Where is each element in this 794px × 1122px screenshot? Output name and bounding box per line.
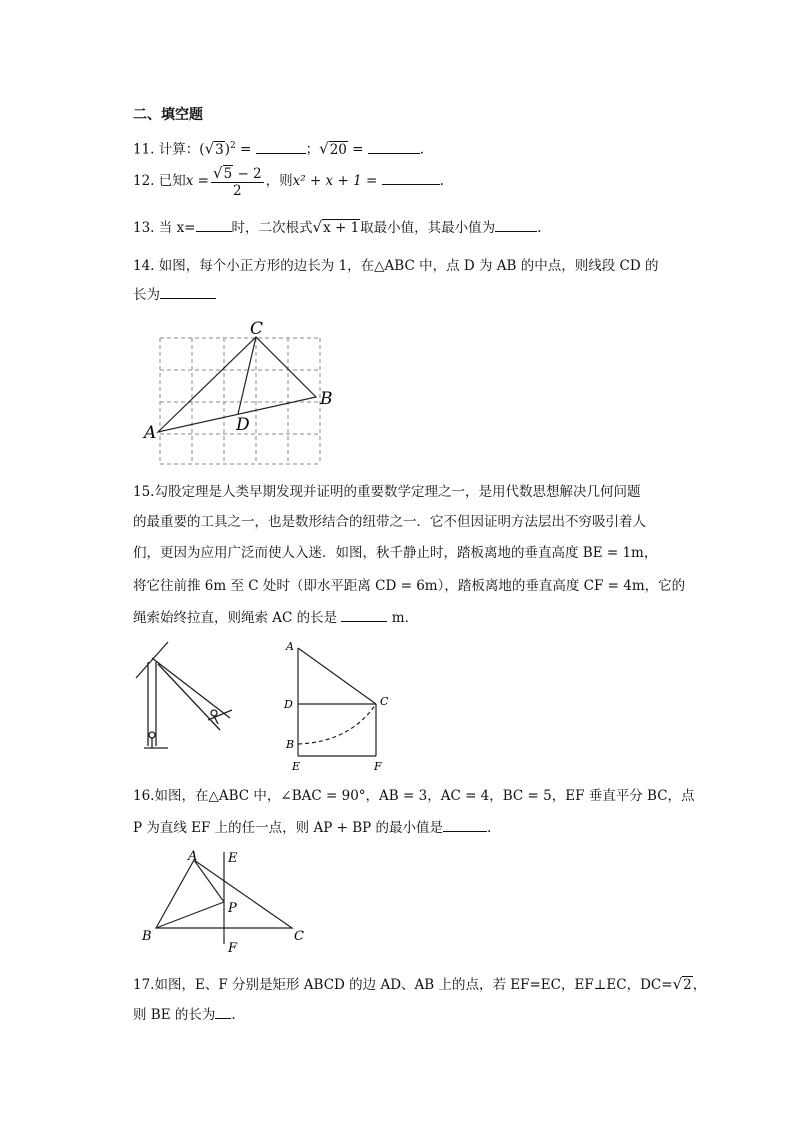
- swing-geometry-figure: [280, 636, 400, 772]
- answer-blank[interactable]: [256, 139, 306, 154]
- question-16-line1: 16.如图，在△ABC 中，∠BAC = 90°，AB = 3，AC = 4，BC = 5，EF 垂直平分 BC，点: [133, 788, 695, 804]
- swing-illustration: [134, 640, 250, 760]
- section-title: 二、填空题: [133, 107, 203, 123]
- label-E: E: [228, 851, 238, 866]
- label-F: F: [374, 760, 382, 772]
- answer-blank[interactable]: [495, 217, 537, 232]
- answer-blank[interactable]: [160, 284, 216, 299]
- label-D: D: [236, 415, 250, 435]
- grid-triangle-figure: [140, 318, 340, 468]
- label-A: A: [286, 640, 294, 653]
- question-13: 13. 当 x= 时，二次根式√x + 1取最小值，其最小值为 .: [133, 218, 542, 236]
- question-15-line4: 将它往前推 6m 至 C 处时（即水平距离 CD = 6m），踏板离地的垂直高度 CF = 4m，它的: [133, 578, 686, 594]
- answer-blank[interactable]: [443, 817, 487, 832]
- label-C: C: [380, 695, 389, 708]
- label-A: A: [144, 423, 157, 443]
- answer-blank[interactable]: [341, 607, 387, 622]
- answer-blank[interactable]: [215, 1004, 231, 1019]
- question-17-line1: 17.如图，E、F 分别是矩形 ABCD 的边 AD、AB 上的点，若 EF=EC，EF⊥EC，DC=√2，: [133, 975, 707, 993]
- question-15-line2: 的最重要的工具之一，也是数形结合的纽带之一．它不但因证明方法层出不穷吸引着人: [133, 514, 646, 530]
- question-12: 12. 已知x = $\frac{√5 - 2}{2}$ ，则x² + x + 1 = .: [133, 163, 444, 199]
- question-16-line2: P 为直线 EF 上的任一点，则 AP + BP 的最小值是 .: [133, 817, 491, 838]
- label-A: A: [188, 849, 198, 864]
- answer-blank[interactable]: [368, 139, 420, 154]
- label-C: C: [294, 929, 304, 944]
- label-B: B: [286, 738, 295, 751]
- fraction: $\frac{√5 - 2}{2}$: [213, 163, 262, 199]
- triangle-bisector-figure: [136, 848, 316, 956]
- label-P: P: [228, 901, 237, 916]
- label-E: E: [292, 760, 301, 772]
- answer-blank[interactable]: [382, 170, 440, 185]
- label-C: C: [250, 319, 264, 339]
- question-14-line2: 长为: [133, 284, 216, 305]
- question-15-line5: 绳索始终拉直，则绳索 AC 的长是 m．: [133, 607, 418, 628]
- question-17-line2: 则 BE 的长为 .: [133, 1004, 236, 1025]
- label-B: B: [142, 929, 152, 944]
- question-11: 11. 计算：$(√3)^2$ = ；√20 = .: [133, 139, 425, 158]
- label-F: F: [228, 941, 238, 956]
- question-15-line3: 们，更因为应用广泛而使人入迷．如图，秋千静止时，踏板离地的垂直高度 BE = 1m，: [133, 545, 658, 561]
- answer-blank[interactable]: [196, 217, 232, 232]
- question-14-line1: 14. 如图，每个小正方形的边长为 1，在△ABC 中，点 D 为 AB 的中点，则线段 CD 的: [133, 258, 659, 274]
- label-D: D: [284, 698, 293, 711]
- question-15-line1: 15.勾股定理是人类早期发现并证明的重要数学定理之一，是用代数思想解决几何问题: [133, 484, 641, 500]
- label-B: B: [320, 389, 333, 409]
